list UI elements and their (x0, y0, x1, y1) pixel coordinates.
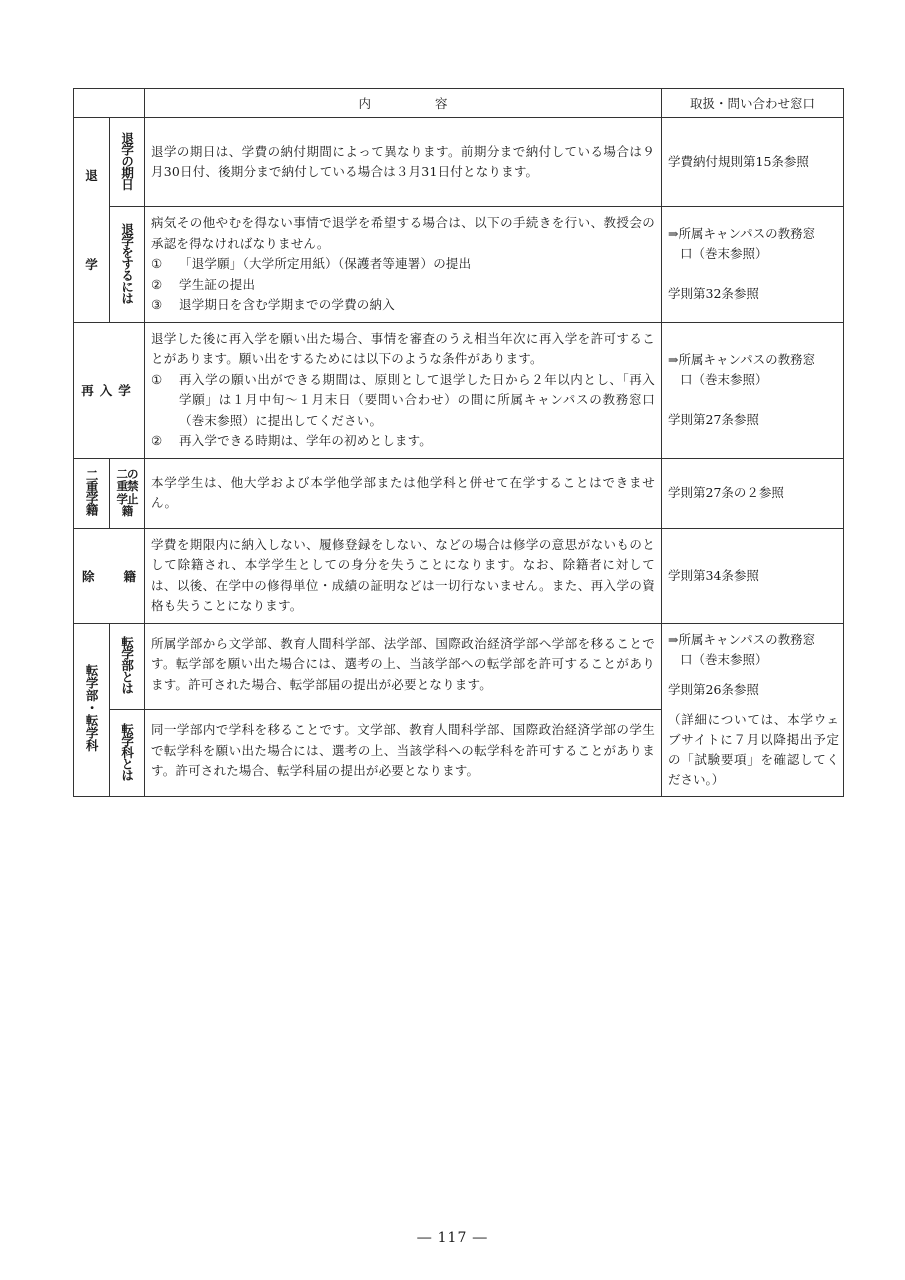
withdrawal-period-ref: 学費納付規則第15条参照 (662, 118, 844, 207)
page-number: ― 117 ― (417, 1230, 488, 1246)
list-item: ③ 退学期日を含む学期までの学費の納入 (151, 297, 395, 312)
withdrawal-category-top: 退 (85, 168, 98, 184)
withdrawal-procedure-cell (145, 207, 662, 323)
withdrawal-procedure-label: 退学をするには (119, 222, 135, 303)
transfer-department-label: 転学科とは (119, 722, 135, 780)
withdrawal-category (74, 118, 110, 323)
contact-ref-cont: 口（巻末参照） (680, 651, 768, 667)
list-item: ① 再入学の願い出ができる期間は、原則として退学した日から２年以内とし、「再入学願」は１月中旬〜１月末日（要問い合わせ）の間に所属キャンパスの教務窓口（巻末参照）に提出してください。 (151, 371, 655, 428)
table-row (74, 528, 844, 623)
readmission-cell (145, 322, 662, 458)
rule-ref: 学則第26条参照 (668, 681, 759, 697)
list-item: ② 学生証の提出 (151, 276, 256, 292)
table-row (74, 207, 844, 323)
double-enrollment-category: 二重学籍 (74, 458, 110, 528)
expulsion-label: 除 籍 (74, 528, 145, 623)
contact-ref: ⇒所属キャンパスの教務窓 (668, 226, 816, 242)
expulsion-ref: 学則第34条参照 (662, 528, 844, 623)
contact-ref: ⇒所属キャンパスの教務窓 (668, 631, 816, 647)
header-content: 内容 (145, 89, 662, 118)
transfer-department-text: 同一学部内で学科を移ることです。文学部、教育人間科学部、国際政治経済学部の学生で転学科を願い出た場合には、選考の上、当該学科への転学科を許可することがあります。許可された場合、転学科届の提出が必要となります。 (145, 710, 662, 797)
transfer-faculty-label-cell (110, 623, 145, 710)
contact-ref: ⇒所属キャンパスの教務窓 (668, 352, 816, 367)
withdrawal-category-bottom: 学 (85, 257, 98, 273)
contact-ref-cont: 口（巻末参照） (680, 372, 768, 387)
transfer-faculty-label: 転学部とは (119, 636, 135, 694)
detail-note: （詳細については、本学ウェブサイトに７月以降掲出予定の「試験要項」を確認してください。） (668, 711, 839, 787)
contact-ref-cont: 口（巻末参照） (680, 246, 768, 262)
expulsion-text: 学費を期限内に納入しない、履修登録をしない、などの場合は修学の意思がないものとして除籍され、本学学生としての身分を失うことになります。なお、除籍者に対しては、以後、在学中の修得単位・成績の証明などは一切行ないません。また、再入学の資格も失うことになります。 (145, 528, 662, 623)
withdrawal-procedure-label-cell (110, 207, 145, 323)
transfer-ref-cell (662, 623, 844, 796)
withdrawal-procedure-ref-cell (662, 207, 844, 323)
readmission-ref-cell (662, 322, 844, 458)
table-row (74, 623, 844, 710)
table-row (74, 458, 844, 528)
rule-ref: 学則第27条参照 (668, 412, 759, 427)
transfer-department-label-cell (110, 710, 145, 797)
readmission-label: 再入学 (74, 322, 145, 458)
table-row (74, 118, 844, 207)
list-item: ① 「退学願」（大学所定用紙）（保護者等連署）の提出 (151, 256, 472, 271)
transfer-category: 転学部・転学科 (74, 623, 110, 796)
withdrawal-period-text: 退学の期日は、学費の納付期間によって異なります。前期分まで納付している場合は９月30日付、後期分まで納付している場合は３月31日付となります。 (145, 118, 662, 207)
double-enrollment-label: 二の重禁学止籍 (116, 466, 138, 519)
transfer-faculty-text: 所属学部から文学部、教育人間科学部、法学部、国際政治経済学部へ学部を移ることです。転学部を願い出た場合には、選考の上、当該学部への転学部を許可することがあります。許可された場合、転学部届の提出が必要となります。 (145, 623, 662, 710)
double-enrollment-label-cell (110, 458, 145, 528)
double-enrollment-text: 本学学生は、他大学および本学他学部または他学科と併せて在学することはできません。 (145, 458, 662, 528)
withdrawal-period-label: 退学の期日 (119, 131, 135, 190)
table-header-row (74, 89, 844, 118)
header-contact: 取扱・問い合わせ窓口 (662, 89, 844, 118)
withdrawal-period-label-cell (110, 118, 145, 207)
table-row (74, 322, 844, 458)
withdrawal-procedure-text: 病気その他やむを得ない事情で退学を希望する場合は、以下の手続きを行い、教授会の承認を得なければなりません。 (151, 215, 655, 251)
list-item: ② 再入学できる時期は、学年の初めとします。 (151, 433, 433, 448)
readmission-text: 退学した後に再入学を願い出た場合、事情を審査のうえ相当年次に再入学を許可することがあります。願い出をするためには以下のような条件があります。 (151, 330, 655, 366)
regulations-table (73, 88, 844, 797)
double-enrollment-ref: 学則第27条の２参照 (662, 458, 844, 528)
header-empty-cell (74, 89, 145, 118)
rule-ref: 学則第32条参照 (668, 286, 759, 302)
